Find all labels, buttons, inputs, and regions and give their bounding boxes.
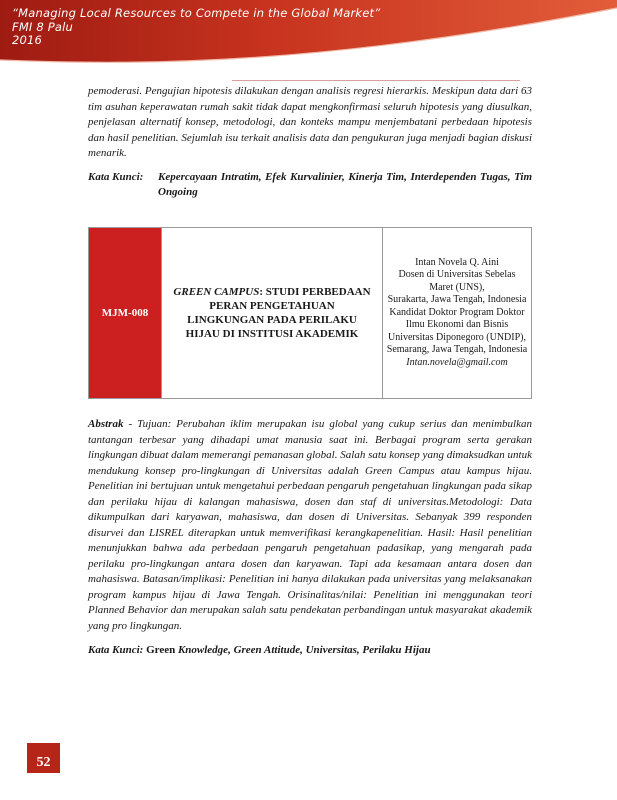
abstract-label: Abstrak	[88, 418, 124, 430]
keywords-block-2	[88, 644, 431, 656]
author-name: Intan Novela Q. Aini	[415, 256, 499, 268]
keywords-value: Kepercayaan Intratim, Efek Kurvalinier, Kinerja Tim, Interdependen Tugas, Tim Ongoing	[158, 171, 532, 198]
keywords-label: Kata Kunci:	[88, 171, 144, 183]
author-email[interactable]: Intan.novela@gmail.com	[406, 356, 508, 368]
paper-code: MJM-008	[89, 228, 161, 398]
paper-title-italic: GREEN CAMPUS	[173, 286, 260, 298]
header-rule	[232, 80, 520, 81]
abstract-body: - Tujuan: Perubahan iklim merupakan isu global yang cukup serius dan menimbulkan tantangan terbesar yang dihadapi umat manusia saat ini. Berbagai program serta gerakan lingkungan dibuat dalam memerangi pemanasan global. Salah satu konsep yang dimaksudkan untuk mendukung konsep pro-lingkungan di Universitas adalah Green Campus atau kampus hijau. Penelitian ini bertujuan untuk mengetahui perbedaan pengaruh pengetahuan lingkungan pada sikap dan perilaku hijau di kalangan mahasiswa, dosen dan staf di universitas.Metodologi: Data dikumpulkan dari karyawan, mahasiswa, dan dosen di Universitas. Sebanyak 399 responden disurvei dan LISREL diterapkan untuk memverifikasi kerangkapenelitian. Hasil: Hasil penelitian menunjukkan bahwa ada perbedaan pengaruh pengetahuan padasikap, yang mengarah pada perilaku pro-lingkungan antara dosen dan karyawan. Tapi ada kesamaan antara dosen dan mahasiswa. Batasan/implikasi: Penelitian ini hanya dilakukan pada universitas yang melaksanakan program kampus hijau di Jawa Tengah. Orisinalitas/nilai: Penelitian ini menggunakan teori Planned Behavior dan merupakan salah satu pendekatan perbandingan untuk masyarakat akademik yang pro lingkungan.	[88, 418, 532, 632]
keywords-value-2: Knowledge, Green Attitude, Universitas, Perilaku Hijau	[177, 644, 431, 656]
keywords-plain-2: Green	[143, 644, 178, 656]
author-affiliation-1: Dosen di Universitas Sebelas Maret (UNS),	[398, 269, 516, 293]
paper-title	[161, 228, 383, 398]
intro-paragraph: pemoderasi. Pengujian hipotesis dilakukan dengan analisis regresi hierarkis. Meskipun data dari 63 tim asuhan keperawatan rumah sakit tidak dapat mengkonfirmasi seluruh hipotesis yang diusulkan, penjelasan alternatif konsep, metodologi, dan konteks mampu menjembatani perbedaan hipotesis dan hasil penelitian. Sejumlah isu terkait analisis data dan pengukuran juga menjadi bagian diskusi menarik.	[88, 85, 532, 159]
author-affiliation-2: Surakarta, Jawa Tengah, Indonesia	[387, 294, 527, 306]
header-theme: “Managing Local Resources to Compete in the Global Market”	[12, 6, 381, 20]
paper-title-rest: : STUDI PERBEDAAN PERAN PENGETAHUAN LINGKUNGAN PADA PERILAKU HIJAU DI INSTITUSI AKADEMIK	[185, 286, 371, 340]
header-year: 2016	[12, 33, 43, 47]
page-number: 52	[27, 743, 60, 773]
paper-card	[88, 227, 532, 399]
keywords-label-2: Kata Kunci:	[88, 644, 144, 656]
author-info	[383, 228, 531, 398]
conference-header	[12, 7, 380, 48]
author-affiliation-4: Universitas Diponegoro (UNDIP), Semarang, Jawa Tengah, Indonesia	[386, 331, 528, 356]
header-event: FMI 8 Palu	[12, 19, 74, 34]
abstract-paragraph	[88, 417, 532, 634]
author-affiliation-3: Kandidat Doktor Program Doktor Ilmu Ekonomi dan Bisnis	[389, 306, 525, 331]
